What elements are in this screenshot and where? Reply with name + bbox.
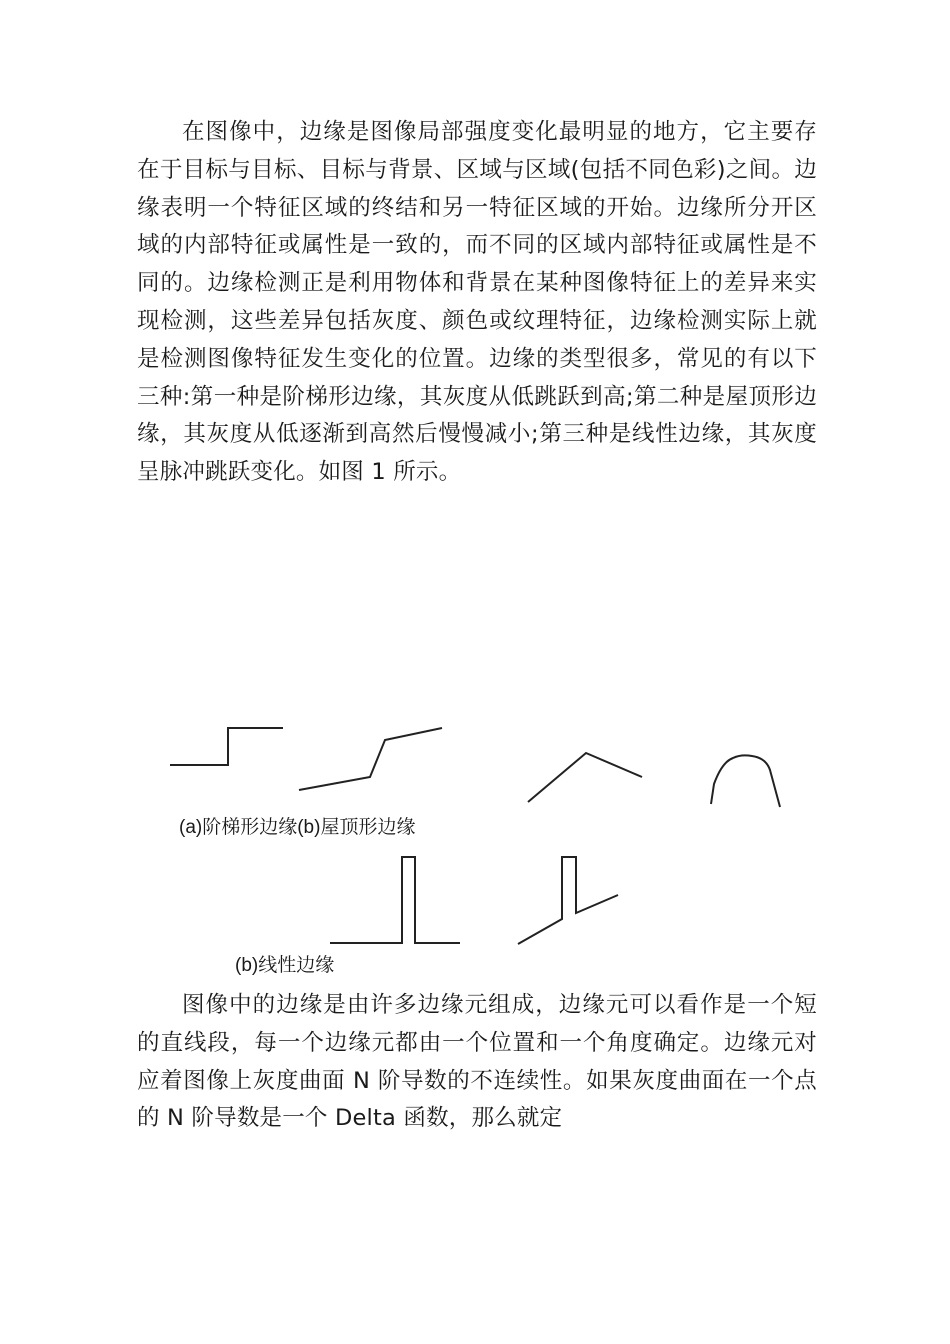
smooth-roof-edge-curve	[711, 755, 780, 807]
caption-line-edge: (b)线性边缘	[235, 955, 335, 976]
roof-edge-curve	[528, 753, 642, 802]
pulse-slope-edge-curve	[518, 857, 618, 944]
paragraph-edge-elements: 图像中的边缘是由许多边缘元组成，边缘元可以看作是一个短的直线段，每一个边缘元都由一个位置和一个角度确定。边缘元对应着图像上灰度曲面 N 阶导数的不连续性。如果灰度曲面在一个点的 N 阶导数是一个 Delta 函数，那么就定	[137, 992, 817, 1132]
ramp-edge-curve	[299, 728, 442, 790]
edge-type-diagrams	[0, 700, 950, 990]
paragraph-edge-intro: 在图像中，边缘是图像局部强度变化最明显的地方，它主要存在于目标与目标、目标与背景、区域与区域(包括不同色彩)之间。边缘表明一个特征区域的终结和另一特征区域的开始。边缘所分开区域的内部特征或属性是一致的，而不同的区域内部特征或属性是不同的。边缘检测正是利用物体和背景在某种图像特征上的差异来实现检测，这些差异包括灰度、颜色或纹理特征，边缘检测实际上就是检测图像特征发生变化的位置。边缘的类型很多，常见的有以下三种:第一种是阶梯形边缘，其灰度从低跳跃到高;第二种是屋顶形边缘，其灰度从低逐渐到高然后慢慢减小;第三种是线性边缘，其灰度呈脉冲跳跃变化。如图 1 所示。	[137, 119, 817, 486]
figure-1-edge-types	[0, 700, 950, 990]
caption-step-roof: (a)阶梯形边缘(b)屋顶形边缘	[179, 817, 416, 838]
step-edge-curve	[170, 728, 283, 765]
pulse-edge-curve	[330, 857, 460, 943]
